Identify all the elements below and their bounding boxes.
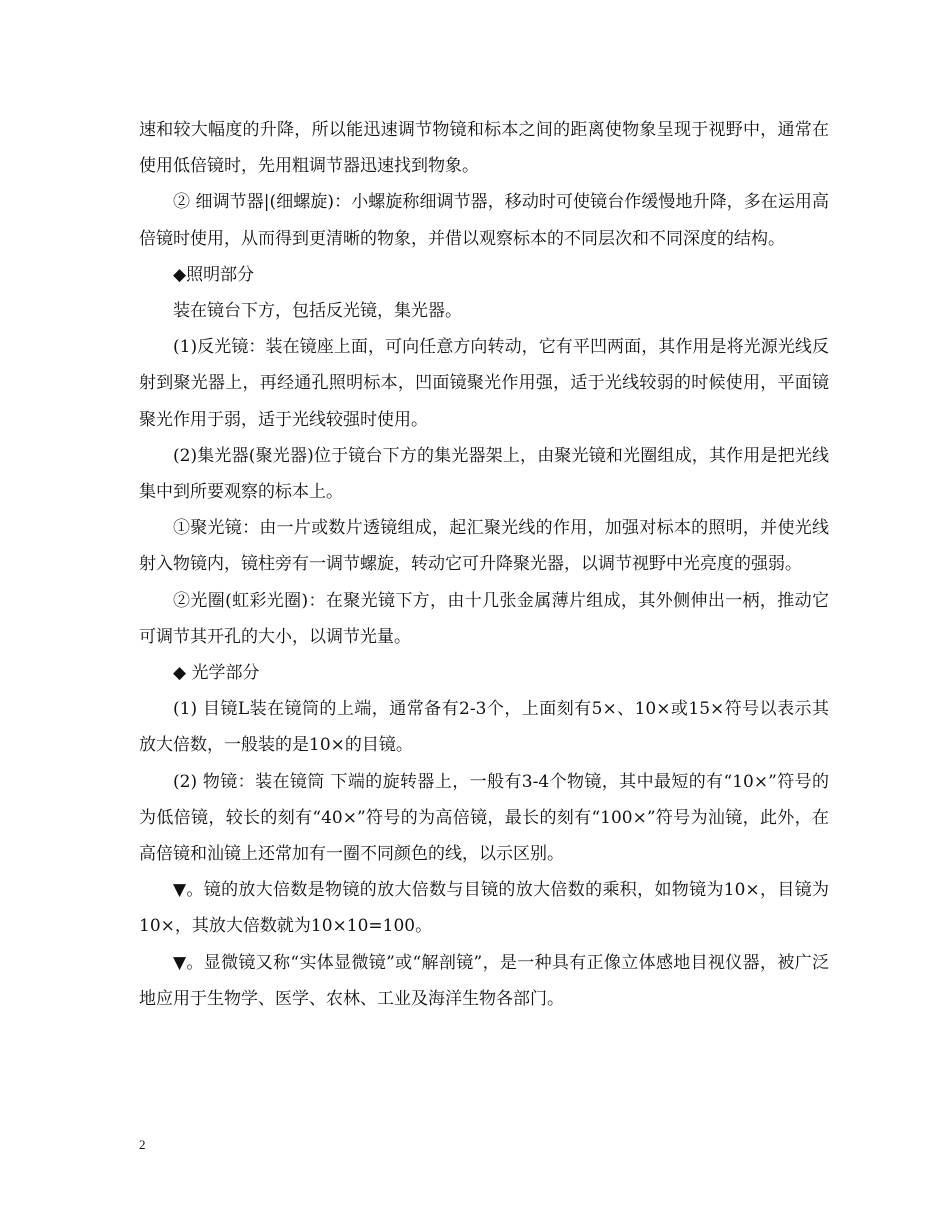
page-number: 2 [139,1137,146,1152]
paragraph-iris-diaphragm: ②光圈(虹彩光圈)：在聚光镜下方，由十几张金属薄片组成，其外侧伸出一柄，推动它可调节其开孔的大小，以调节光量。 [139,590,829,647]
paragraph-reflector: (1)反光镜：装在镜座上面，可向任意方向转动，它有平凹两面，其作用是将光源光线反射到聚光器上，再经通孔照明标本，凹面镜聚光作用强，适于光线较弱的时候使用，平面镜聚光作用于弱，适于光线较强时使用。 [139,337,829,430]
document-body [139,112,829,1017]
section-heading-optics: ◆ 光学部分 [173,663,260,684]
section-heading-illumination: ◆照明部分 [173,264,255,285]
paragraph-condenser: (2)集光器(聚光器)位于镜台下方的集光器架上，由聚光镜和光圈组成，其作用是把光线集中到所要观察的标本上。 [139,445,829,503]
paragraph-illumination-intro: 装在镜台下方，包括反光镜，集光器。 [173,301,462,322]
paragraph-eyepiece: (1) 目镜L装在镜筒的上端，通常备有2-3个，上面刻有5×、10×或15×符号以表示其放大倍数，一般装的是10×的目镜。 [139,699,829,756]
paragraph-coarse-adjust-continued: 速和较大幅度的升降，所以能迅速调节物镜和标本之间的距离使物象呈现于视野中，通常在使用低倍镜时，先用粗调节器迅速找到物象。 [139,120,829,177]
paragraph-condenser-lens: ①聚光镜：由一片或数片透镜组成，起汇聚光线的作用，加强对标本的照明，并使光线射入物镜内，镜柱旁有一调节螺旋，转动它可升降聚光器，以调节视野中光亮度的强弱。 [139,518,829,575]
paragraph-objective: (2) 物镜：装在镜筒 下端的旋转器上，一般有3-4个物镜，其中最短的有“10×”符号的为低倍镜，较长的刻有“40×”符号的为高倍镜，最长的刻有“100×”符号为汕镜，此外，在高倍镜和汕镜上还常加有一圈不同颜色的线，以示区别。 [139,771,829,865]
paragraph-fine-adjuster: ② 细调节器|(细螺旋)：小螺旋称细调节器，移动时可使镜台作缓慢地升降，多在运用高倍镜时使用，从而得到更清晰的物象，并借以观察标本的不同层次和不同深度的结构。 [139,192,829,249]
paragraph-magnification-note: ▼。镜的放大倍数是物镜的放大倍数与目镜的放大倍数的乘积，如物镜为10×，目镜为10×，其放大倍数就为10×10=100。 [139,880,829,937]
paragraph-stereo-microscope-note: ▼。显微镜又称“实体显微镜”或“解剖镜”，是一种具有正像立体感地目视仪器，被广泛地应用于生物学、医学、农林、工业及海洋生物各部门。 [139,952,829,1009]
